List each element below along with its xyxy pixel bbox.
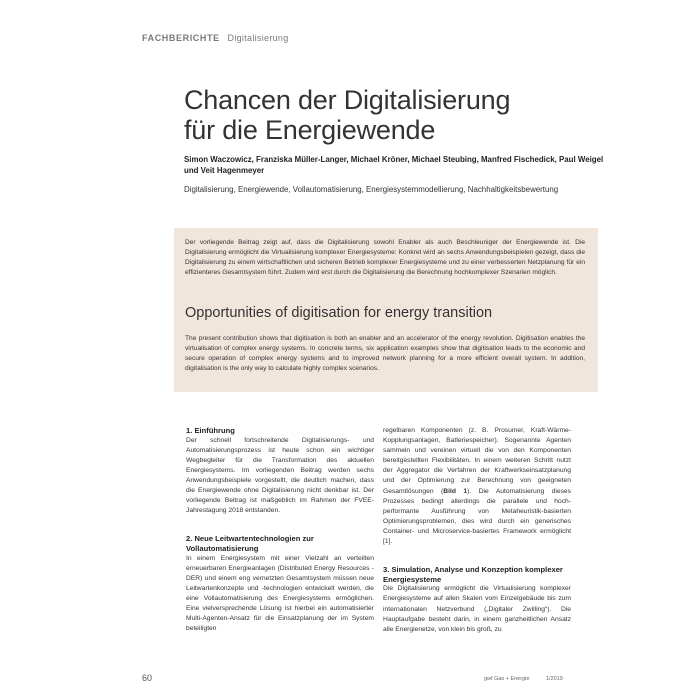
section-2-heading: 2. Neue Leitwartentechnologien zur Vollautomatisierung bbox=[186, 534, 314, 553]
section-1-body: Der schnell fortschreitende Digitalisierungs- und Automatisierungsprozess ist heute schon ein wichtiger Wegbegleiter für die Transformation des aktuellen Energiesystems. Im vorliegenden Beitrag werden sechs Anwendungsbeispiele vorgestellt, die deutlich machen, dass die Energiewende ohne Digitalisierung nicht denkbar ist. Der vorliegende Beitrag ist maßgeblich im Rahmen der FVEE-Jahrestagung 2018 entstanden. bbox=[186, 436, 374, 515]
text-column-left bbox=[186, 426, 374, 634]
text-column-right bbox=[383, 426, 571, 635]
section-2-body: In einem Energiesystem mit einer Vielzahl an verteilten erneuerbaren Energieanlagen (Distributed Energy Resources - DER) und einem eng vernetzten Gesamtsystem müssen neue Leitwartenkonzepte und -technologien entwickelt werden, die eine Vollautomatisierung des Energiesystems ermöglichen. Eine vielversprechende Lösung ist hierbei ein automatisierter Multi-Agenten-Ansatz für die Einsatzplanung der im System beteiligten bbox=[186, 554, 374, 633]
page-number: 60 bbox=[142, 673, 153, 683]
abstract-german: Der vorliegende Beitrag zeigt auf, dass die Digitalisierung sowohl Enabler als auch Beschleuniger der Energiewende ist. Die Digitalisierung ermöglicht die Virtualisierung komplexer Energiesysteme: Konkret wird an sechs Anwendungsbeispielen gezeigt, dass die Digitalisierung zu einem wirtschaftlichen und sicheren Betrieb komplexer Energiesysteme und zu einer verbesserten Netzplanung für ein effizienteres Gesamtsystem führt. Zudem wird erst durch die Digitalisierung die Berechnung hochkomplexer Szenarien möglich. bbox=[185, 239, 585, 276]
abstract-english: The present contribution shows that digitisation is both an enabler and an accelerator of the energy revolution. Digitisation enables the virtualisation of complex energy systems. In concrete terms, six application examples show that digitisation leads to the economic and secure operation of complex energy systems and to improved network planning for a more efficient overall system. In addition, digitalisation is the only way to calculate highly complex scenarios. bbox=[185, 335, 585, 372]
journal-name: gwf Gas + Energie bbox=[484, 676, 530, 682]
figure-reference: Bild 1 bbox=[443, 487, 468, 495]
section-category: FACHBERICHTE bbox=[142, 33, 220, 43]
abstract-english-title: Opportunities of digitisation for energy transition bbox=[185, 305, 493, 321]
section-header bbox=[142, 33, 289, 43]
author-list: Simon Waczowicz, Franziska Müller-Langer, Michael Kröner, Michael Steubing, Manfred Fischedick, Paul Weigel und Veit Hagenmeyer bbox=[184, 155, 604, 175]
article-title-line-2: für die Energiewende bbox=[184, 115, 436, 145]
section-3-body: Die Digitalisierung ermöglicht die Virtualisierung komplexer Energiesysteme auf allen Skalen vom Einzelgebäude bis zum internationalen Netzverbund („Digitaler Zwilling“). Die Hauptaufgabe besteht darin, in einem ganzheitlichen Ansatz alle Energienetze, von klein bis groß, zu bbox=[383, 585, 571, 633]
article-title-line-1: Chancen der Digitalisierung bbox=[184, 85, 511, 115]
section-2-body-continued: regelbaren Komponenten (z. B. Prosumer, Kraft-Wärme-Kopplungsanlagen, Batteriespeicher). Sogenannte Agenten sammeln und vereinen virtuell die von den Komponenten bereitgestellten Flexibilitäten. In einem weiteren Schritt nutzt der Aggregator die Verfahren der Kraftwerkseinsatzplanung und der Optimierung zur Berechnung von geeigneten Gesamtlösungen (Bild 1). Die Automatisierung dieses Prozesses bedingt allerdings die parallele und hoch-performante Ausführung von Metaheuristik-basierten Optimierungsproblemen, dies wird durch ein generisches Container- und Microservice-basiertes Framework ermöglicht [1]. bbox=[383, 427, 571, 546]
section-1-heading: 1. Einführung bbox=[186, 426, 235, 435]
section-3-heading: 3. Simulation, Analyse und Konzeption komplexer Energiesysteme bbox=[383, 565, 563, 584]
article-title bbox=[184, 85, 604, 145]
keyword-list: Digitalisierung, Energiewende, Vollautomatisierung, Energiesystemmodellierung, Nachhaltigkeitsbewertung bbox=[184, 185, 559, 194]
section-subcategory: Digitalisierung bbox=[227, 33, 289, 43]
issue-number: 1/2019 bbox=[546, 676, 563, 682]
